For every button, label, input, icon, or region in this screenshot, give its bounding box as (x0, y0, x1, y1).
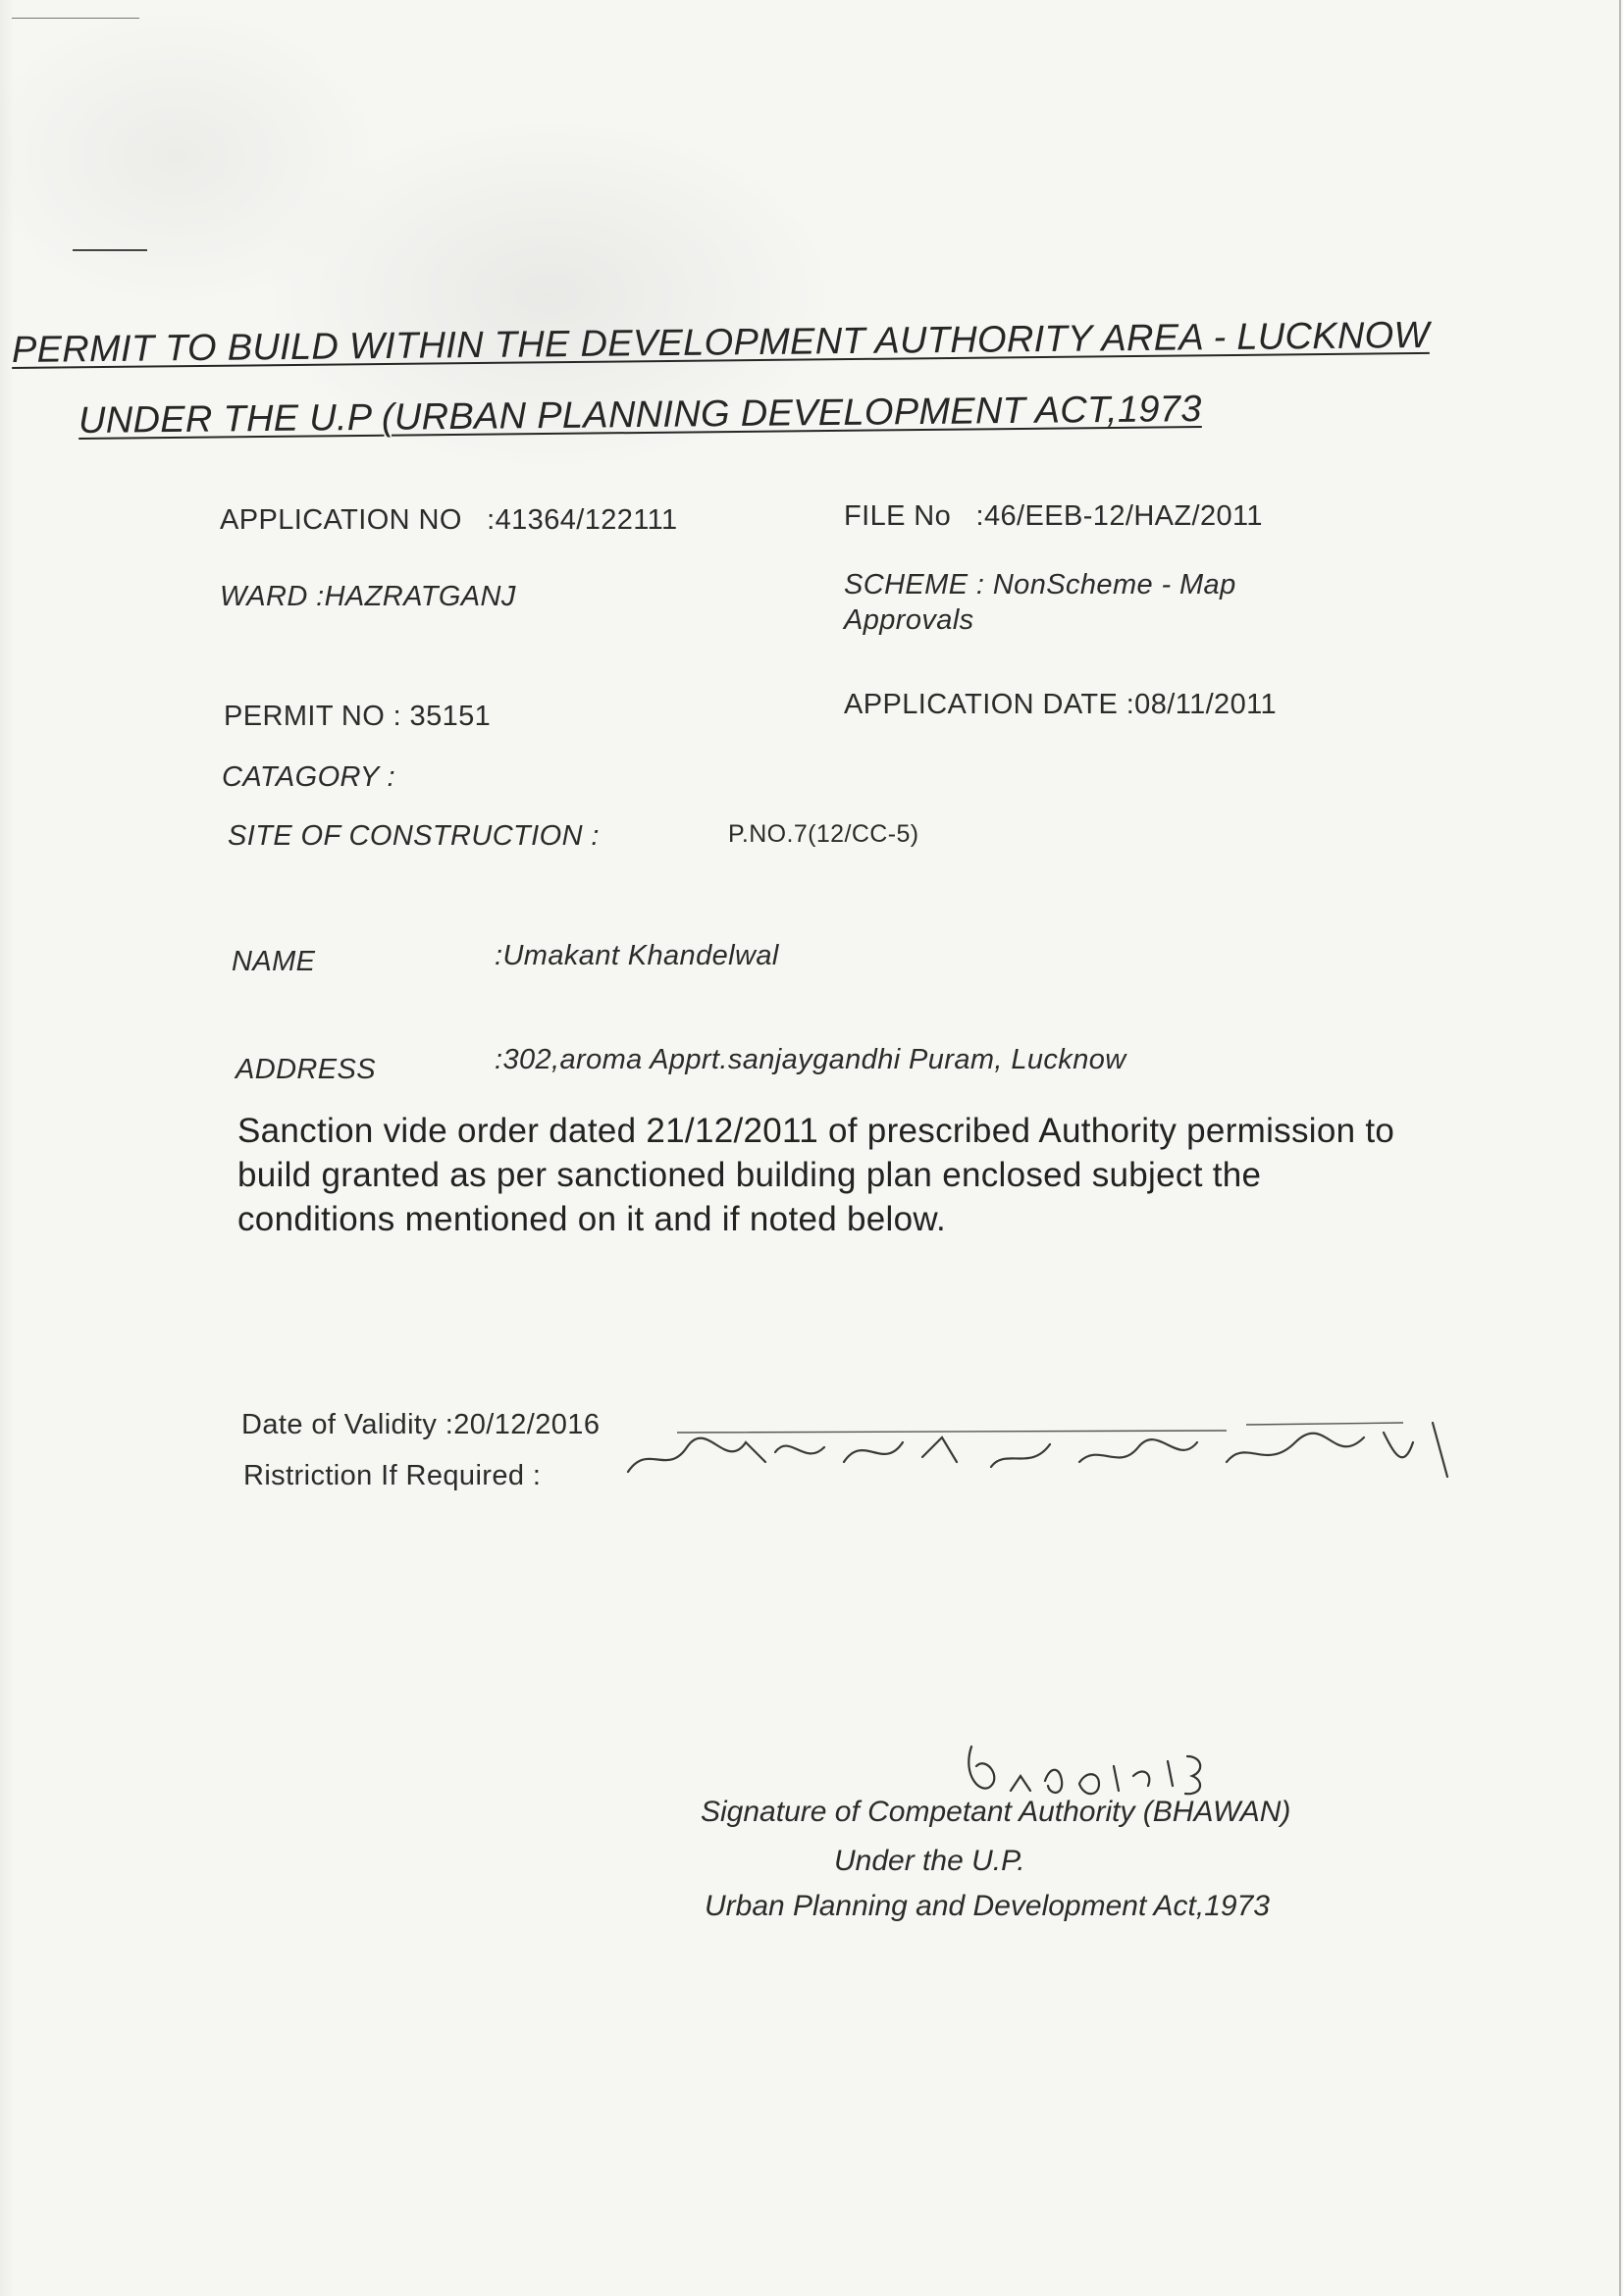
document-title-line-2: UNDER THE U.P (URBAN PLANNING DEVELOPMENT ACT,1973 (78, 389, 1202, 442)
restriction-label: Ristriction If Required : (243, 1460, 542, 1491)
address-value: :302,aroma Apprt.sanjaygandhi Puram, Lucknow (495, 1044, 1126, 1075)
sanction-paragraph: Sanction vide order dated 21/12/2011 of prescribed Authority permission to build granted as per sanctioned building plan enclosed subject the conditions mentioned on it and if noted below. (237, 1112, 1395, 1238)
site-of-construction-value: P.NO.7(12/CC-5) (728, 820, 919, 848)
application-date: APPLICATION DATE :08/11/2011 (844, 689, 1278, 720)
document-title-line-1: PERMIT TO BUILD WITHIN THE DEVELOPMENT AUTHORITY AREA - LUCKNOW (11, 314, 1430, 371)
address-label: ADDRESS (236, 1054, 376, 1085)
signature-authority-line: Signature of Competant Authority (BHAWAN) (701, 1796, 1291, 1828)
scan-artifact-line (73, 249, 147, 251)
date-of-validity: Date of Validity :20/12/2016 (241, 1409, 601, 1440)
handwritten-note (618, 1403, 1462, 1491)
ward: WARD :HAZRATGANJ (220, 581, 516, 612)
scheme-line-1: SCHEME : NonScheme - Map (844, 569, 1236, 600)
file-number: FILE No :46/EEB-12/HAZ/2011 (844, 500, 1263, 532)
application-number: APPLICATION NO :41364/122111 (220, 504, 678, 536)
site-of-construction-label: SITE OF CONSTRUCTION : (228, 820, 600, 852)
scan-artifact-line (12, 18, 139, 19)
name-label: NAME (232, 946, 316, 977)
name-value: :Umakant Khandelwal (495, 940, 779, 971)
signature-act-line-1: Under the U.P. (834, 1845, 1025, 1877)
permit-number: PERMIT NO : 35151 (224, 701, 492, 732)
signature-act-line-2: Urban Planning and Development Act,1973 (705, 1890, 1270, 1922)
scheme-line-2: Approvals (844, 604, 974, 636)
scan-artifact-line (1619, 0, 1621, 2296)
category: CATAGORY : (222, 761, 395, 793)
